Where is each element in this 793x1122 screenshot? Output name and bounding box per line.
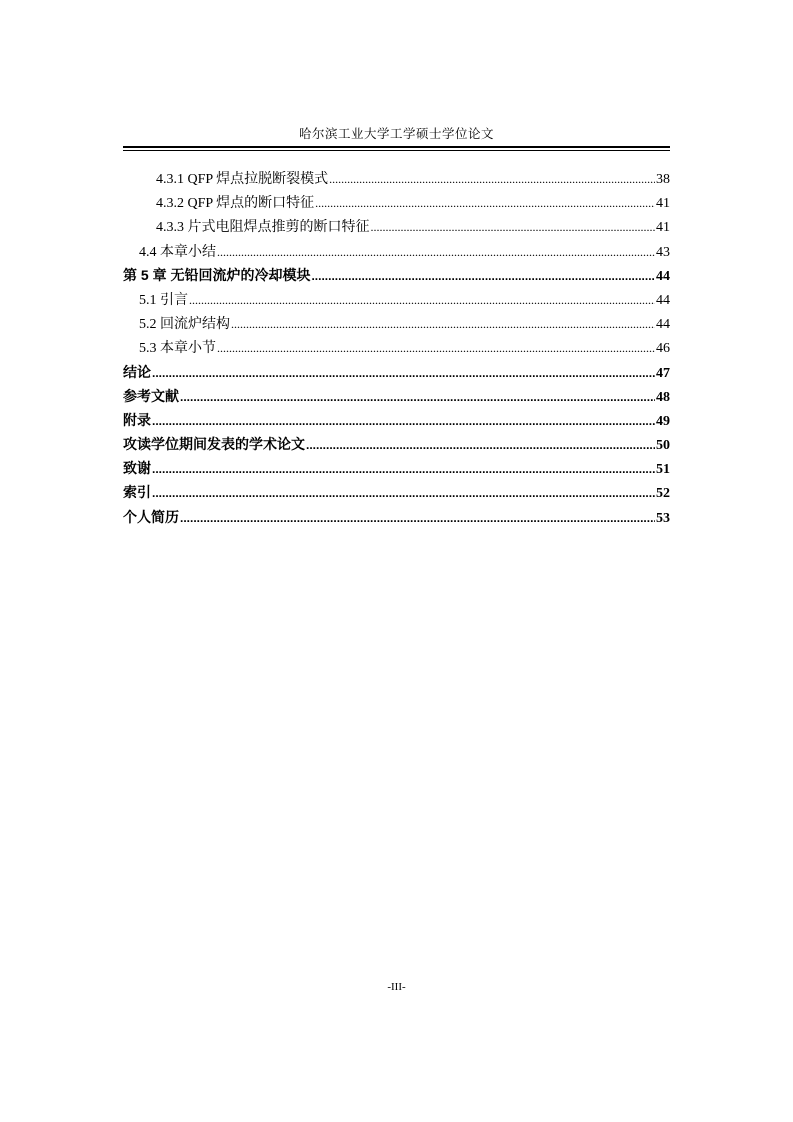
toc-entry-title: 附录 <box>123 411 151 428</box>
toc-entry[interactable] <box>123 289 670 313</box>
toc-entry-title: 致谢 <box>123 460 151 477</box>
toc-leader-dots <box>180 388 655 404</box>
toc-entry-page: 43 <box>656 244 670 260</box>
toc-entry-title: 4.3.3 片式电阻焊点推剪的断口特征 <box>156 220 370 236</box>
toc-entry-title: 结论 <box>123 363 151 380</box>
toc-entry-title: 4.3.2 QFP 焊点的断口特征 <box>156 196 315 212</box>
toc-entry-title: 第 5 章 无铅回流炉的冷却模块 <box>123 266 311 283</box>
toc-entry-page: 52 <box>656 486 670 502</box>
toc-entry[interactable] <box>123 507 670 531</box>
toc-entry-title: 攻读学位期间发表的学术论文 <box>123 436 305 453</box>
toc-entry[interactable] <box>123 241 670 265</box>
toc-entry-page: 50 <box>656 438 670 454</box>
toc-leader-dots <box>315 196 655 212</box>
toc-entry-title: 索引 <box>123 484 151 501</box>
toc-entry-title: 4.4 本章小结 <box>139 244 216 260</box>
toc-entry-page: 49 <box>656 413 670 429</box>
toc-entry-title: 参考文献 <box>123 387 179 404</box>
toc-entry[interactable] <box>123 337 670 361</box>
toc-leader-dots <box>217 245 655 261</box>
toc-entry-title: 个人简历 <box>123 508 179 525</box>
toc-leader-dots <box>371 220 656 236</box>
toc-entry[interactable] <box>123 434 670 458</box>
toc-entry-page: 51 <box>656 462 670 478</box>
toc-entry-page: 41 <box>656 196 670 212</box>
toc-entry-page: 48 <box>656 389 670 405</box>
toc-leader-dots <box>231 317 655 333</box>
toc-entry[interactable] <box>123 313 670 337</box>
toc-entry[interactable] <box>123 265 670 289</box>
toc-entry-title: 4.3.1 QFP 焊点拉脱断裂模式 <box>156 172 329 187</box>
toc-leader-dots <box>152 484 655 500</box>
toc-entry[interactable] <box>123 216 670 240</box>
header-rule-thick <box>123 146 670 148</box>
toc-entry-page: 44 <box>656 292 670 308</box>
toc-entry[interactable] <box>123 482 670 506</box>
page-number: -III- <box>387 981 406 993</box>
toc-leader-dots <box>217 341 655 357</box>
table-of-contents <box>123 168 670 531</box>
running-header: 哈尔滨工业大学工学硕士学位论文 <box>298 127 494 141</box>
toc-entry-page: 46 <box>656 341 670 357</box>
toc-entry[interactable] <box>123 410 670 434</box>
toc-entry[interactable] <box>123 168 670 192</box>
toc-entry-title: 5.2 回流炉结构 <box>139 317 230 333</box>
toc-leader-dots <box>306 436 655 452</box>
toc-entry-title: 5.3 本章小节 <box>139 341 216 357</box>
toc-entry[interactable] <box>123 192 670 216</box>
toc-entry[interactable] <box>123 386 670 410</box>
toc-entry[interactable] <box>123 362 670 386</box>
toc-leader-dots <box>152 460 655 476</box>
toc-leader-dots <box>311 267 655 283</box>
toc-entry-page: 38 <box>656 172 670 187</box>
toc-entry-page: 47 <box>656 365 670 381</box>
toc-entry-page: 53 <box>656 510 670 526</box>
toc-entry-title: 5.1 引言 <box>139 292 188 308</box>
toc-entry-page: 44 <box>656 317 670 333</box>
toc-leader-dots <box>180 509 655 525</box>
toc-leader-dots <box>152 412 655 428</box>
header-rule-thin <box>123 150 670 151</box>
toc-leader-dots <box>152 364 655 380</box>
toc-entry[interactable] <box>123 458 670 482</box>
toc-leader-dots <box>329 172 655 188</box>
toc-entry-page: 41 <box>656 220 670 236</box>
toc-entry-page: 44 <box>656 268 670 284</box>
toc-leader-dots <box>189 293 655 309</box>
